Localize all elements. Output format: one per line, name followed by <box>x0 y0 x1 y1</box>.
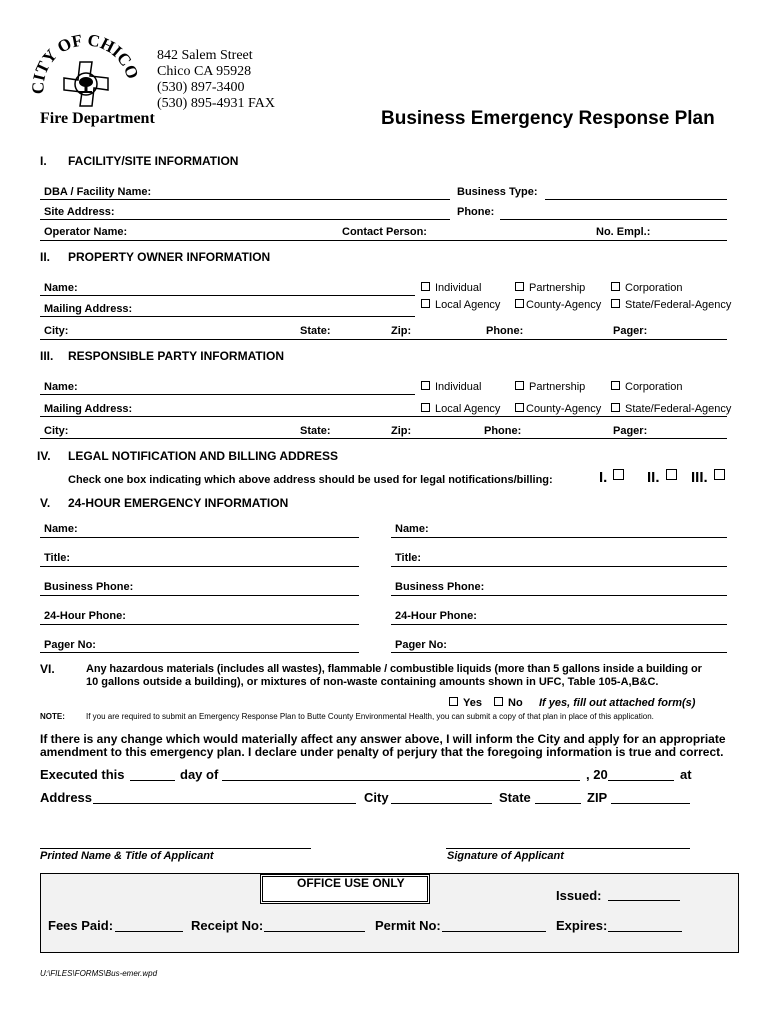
emergency-pager-field-right[interactable] <box>391 652 727 653</box>
section-2-title: PROPERTY OWNER INFORMATION <box>68 250 271 264</box>
declaration-line-2: amendment to this emergency plan. I declare under penalty of perjury that the foregoing information is true and correct. <box>40 745 724 759</box>
address-block <box>157 48 275 112</box>
owner-name-label: Name: <box>44 282 78 294</box>
responsible-pager-label: Pager: <box>613 425 648 437</box>
responsible-name-label: Name: <box>44 381 78 393</box>
fees-paid-field[interactable] <box>115 931 183 932</box>
emergency-pager-label-left: Pager No: <box>44 639 96 651</box>
checkbox-icon[interactable] <box>515 403 524 412</box>
owner-mailing-field[interactable] <box>40 316 415 317</box>
owner-name-field[interactable] <box>40 295 415 296</box>
permit-no-label: Permit No: <box>375 918 441 933</box>
checkbox-icon[interactable] <box>449 697 458 706</box>
checkbox-icon[interactable] <box>494 697 503 706</box>
address-line: (530) 895-4931 FAX <box>157 96 275 111</box>
emergency-24h-phone-field-left[interactable] <box>40 624 359 625</box>
checkbox-icon[interactable] <box>421 299 430 308</box>
owner-city-field[interactable] <box>40 339 727 340</box>
if-yes-note: If yes, fill out attached form(s) <box>539 697 696 709</box>
owner-pager-label: Pager: <box>613 325 648 337</box>
execution-zip-label: ZIP <box>587 790 608 805</box>
expires-label: Expires: <box>556 918 608 933</box>
section-2-number: II. <box>40 250 51 264</box>
emergency-title-field-left[interactable] <box>40 566 359 567</box>
hazmat-question-line-1: Any hazardous materials (includes all wastes), flammable / combustible liquids (more than 5 gallons inside a building or <box>86 663 702 675</box>
checkbox-icon[interactable] <box>421 403 430 412</box>
execution-address-label: Address <box>40 790 93 805</box>
executed-this-label: Executed this <box>40 767 125 782</box>
business-type-label: Business Type: <box>457 186 538 198</box>
site-address-label: Site Address: <box>44 206 115 218</box>
execution-state-label: State <box>499 790 531 805</box>
responsible-mailing-label: Mailing Address: <box>44 403 133 415</box>
form-title: Business Emergency Response Plan <box>381 108 715 129</box>
checkbox-icon[interactable] <box>421 282 430 291</box>
note-label: NOTE: <box>40 712 65 721</box>
responsible-partnership-option[interactable]: Partnership <box>515 381 585 393</box>
responsible-individual-option[interactable]: Individual <box>421 381 481 393</box>
section-6-number: VI. <box>40 662 55 676</box>
section-3-title: RESPONSIBLE PARTY INFORMATION <box>68 349 285 363</box>
emergency-name-label-left: Name: <box>44 523 78 535</box>
fees-paid-label: Fees Paid: <box>48 918 114 933</box>
office-use-title: OFFICE USE ONLY <box>297 876 405 890</box>
owner-partnership-option[interactable]: Partnership <box>515 282 585 294</box>
emergency-name-field-left[interactable] <box>40 537 359 538</box>
permit-no-field[interactable] <box>442 931 546 932</box>
section-3-number: III. <box>40 349 54 363</box>
emergency-name-field-right[interactable] <box>391 537 727 538</box>
emergency-24h-phone-label-right: 24-Hour Phone: <box>395 610 477 622</box>
execution-zip-field[interactable] <box>611 803 690 804</box>
dba-field[interactable] <box>40 199 450 200</box>
site-address-field[interactable] <box>40 219 450 220</box>
responsible-city-label: City: <box>44 425 69 437</box>
expires-field[interactable] <box>608 931 682 932</box>
emergency-name-label-right: Name: <box>395 523 429 535</box>
section-1-number: I. <box>40 154 47 168</box>
issued-label: Issued: <box>556 888 602 903</box>
signature-label: Signature of Applicant <box>447 850 564 862</box>
executed-year-field[interactable] <box>608 780 674 781</box>
emergency-pager-field-left[interactable] <box>40 652 359 653</box>
signature-field[interactable] <box>446 848 690 849</box>
responsible-name-field[interactable] <box>40 394 415 395</box>
checkbox-icon[interactable] <box>611 299 620 308</box>
employees-label: No. Empl.: <box>596 226 651 238</box>
operator-contact-field[interactable] <box>40 240 727 241</box>
emergency-24h-phone-label-left: 24-Hour Phone: <box>44 610 126 622</box>
dba-label: DBA / Facility Name: <box>44 186 152 198</box>
legal-notification-instruction: Check one box indicating which above address should be used for legal notifications/billing: <box>68 474 553 486</box>
execution-state-field[interactable] <box>535 803 581 804</box>
section-4-number: IV. <box>37 449 51 463</box>
checkbox-icon[interactable] <box>515 299 524 308</box>
responsible-zip-label: Zip: <box>391 425 412 437</box>
owner-state-label: State: <box>300 325 331 337</box>
owner-city-label: City: <box>44 325 69 337</box>
address-line: (530) 897-3400 <box>157 80 245 95</box>
checkbox-icon[interactable] <box>515 381 524 390</box>
logo-bottom-text: Fire Department <box>40 110 155 127</box>
emergency-business-phone-field-right[interactable] <box>391 595 727 596</box>
section-5-number: V. <box>40 496 51 510</box>
responsible-local-agency-option[interactable]: Local Agency <box>421 403 500 415</box>
issued-field[interactable] <box>608 900 680 901</box>
section-4-title: LEGAL NOTIFICATION AND BILLING ADDRESS <box>68 449 338 463</box>
checkbox-icon[interactable] <box>421 381 430 390</box>
emergency-title-field-right[interactable] <box>391 566 727 567</box>
responsible-corporation-option[interactable]: Corporation <box>611 381 682 393</box>
responsible-county-agency-option[interactable]: County-Agency <box>515 403 601 415</box>
responsible-city-field[interactable] <box>40 438 727 439</box>
executed-day-field[interactable] <box>130 780 175 781</box>
at-label: at <box>680 767 692 782</box>
emergency-business-phone-label-right: Business Phone: <box>395 581 485 593</box>
emergency-24h-phone-field-right[interactable] <box>391 624 727 625</box>
receipt-no-field[interactable] <box>264 931 365 932</box>
checkbox-icon[interactable] <box>611 282 620 291</box>
legal-option-1[interactable]: I. <box>599 469 624 486</box>
responsible-mailing-field[interactable] <box>40 416 727 417</box>
emergency-business-phone-label-left: Business Phone: <box>44 581 134 593</box>
file-path: U:\FILES\FORMS\Bus-emer.wpd <box>40 969 158 978</box>
note-text: If you are required to submit an Emergency Response Plan to Butte County Environmental Health, you can submit a copy of that plan in place of this application. <box>86 712 654 721</box>
day-of-label: day of <box>180 767 219 782</box>
emergency-title-label-left: Title: <box>44 552 71 564</box>
hazmat-question-line-2: 10 gallons outside a building), or mixtures of non-waste containing amounts shown in UFC, Table 105-A,B&C. <box>86 676 659 688</box>
hazmat-yes-option[interactable]: Yes <box>449 697 482 709</box>
owner-individual-option[interactable]: Individual <box>421 282 481 294</box>
hazmat-no-option[interactable]: No <box>494 697 523 709</box>
execution-address-field[interactable] <box>93 803 356 804</box>
owner-county-agency-option[interactable]: County-Agency <box>515 299 601 311</box>
checkbox-icon[interactable] <box>611 403 620 412</box>
execution-city-label: City <box>364 790 389 805</box>
contact-person-label: Contact Person: <box>342 226 427 238</box>
owner-mailing-label: Mailing Address: <box>44 303 133 315</box>
receipt-no-label: Receipt No: <box>191 918 264 933</box>
printed-name-field[interactable] <box>40 848 311 849</box>
business-type-field[interactable] <box>545 199 727 200</box>
emergency-title-label-right: Title: <box>395 552 422 564</box>
owner-state-federal-option[interactable]: State/Federal-Agency <box>611 299 731 311</box>
executed-month-field[interactable] <box>222 780 580 781</box>
checkbox-icon[interactable] <box>613 469 624 480</box>
execution-city-field[interactable] <box>391 803 492 804</box>
year-label: , 20 <box>586 767 608 782</box>
checkbox-icon[interactable] <box>666 469 677 480</box>
printed-name-label: Printed Name & Title of Applicant <box>40 850 214 862</box>
section-1-title: FACILITY/SITE INFORMATION <box>68 154 239 168</box>
emergency-business-phone-field-left[interactable] <box>40 595 359 596</box>
owner-phone-label: Phone: <box>486 325 524 337</box>
logo-arc-text: CITY OF CHICO <box>30 30 142 95</box>
phone-field[interactable] <box>500 219 727 220</box>
phone-label: Phone: <box>457 206 495 218</box>
responsible-state-label: State: <box>300 425 331 437</box>
legal-option-3[interactable]: III. <box>691 469 725 486</box>
operator-label: Operator Name: <box>44 226 128 238</box>
address-line: 842 Salem Street <box>157 48 253 63</box>
checkbox-icon[interactable] <box>515 282 524 291</box>
address-line: Chico CA 95928 <box>157 64 252 79</box>
responsible-phone-label: Phone: <box>484 425 522 437</box>
emergency-pager-label-right: Pager No: <box>395 639 447 651</box>
owner-corporation-option[interactable]: Corporation <box>611 282 682 294</box>
declaration-line-1: If there is any change which would materially affect any answer above, I will inform the City and apply for an appropriate <box>40 732 726 746</box>
checkbox-icon[interactable] <box>611 381 620 390</box>
section-5-title: 24-HOUR EMERGENCY INFORMATION <box>68 496 289 510</box>
checkbox-icon[interactable] <box>714 469 725 480</box>
legal-option-2[interactable]: II. <box>647 469 677 486</box>
owner-zip-label: Zip: <box>391 325 412 337</box>
responsible-state-federal-option[interactable]: State/Federal-Agency <box>611 403 731 415</box>
owner-local-agency-option[interactable]: Local Agency <box>421 299 500 311</box>
